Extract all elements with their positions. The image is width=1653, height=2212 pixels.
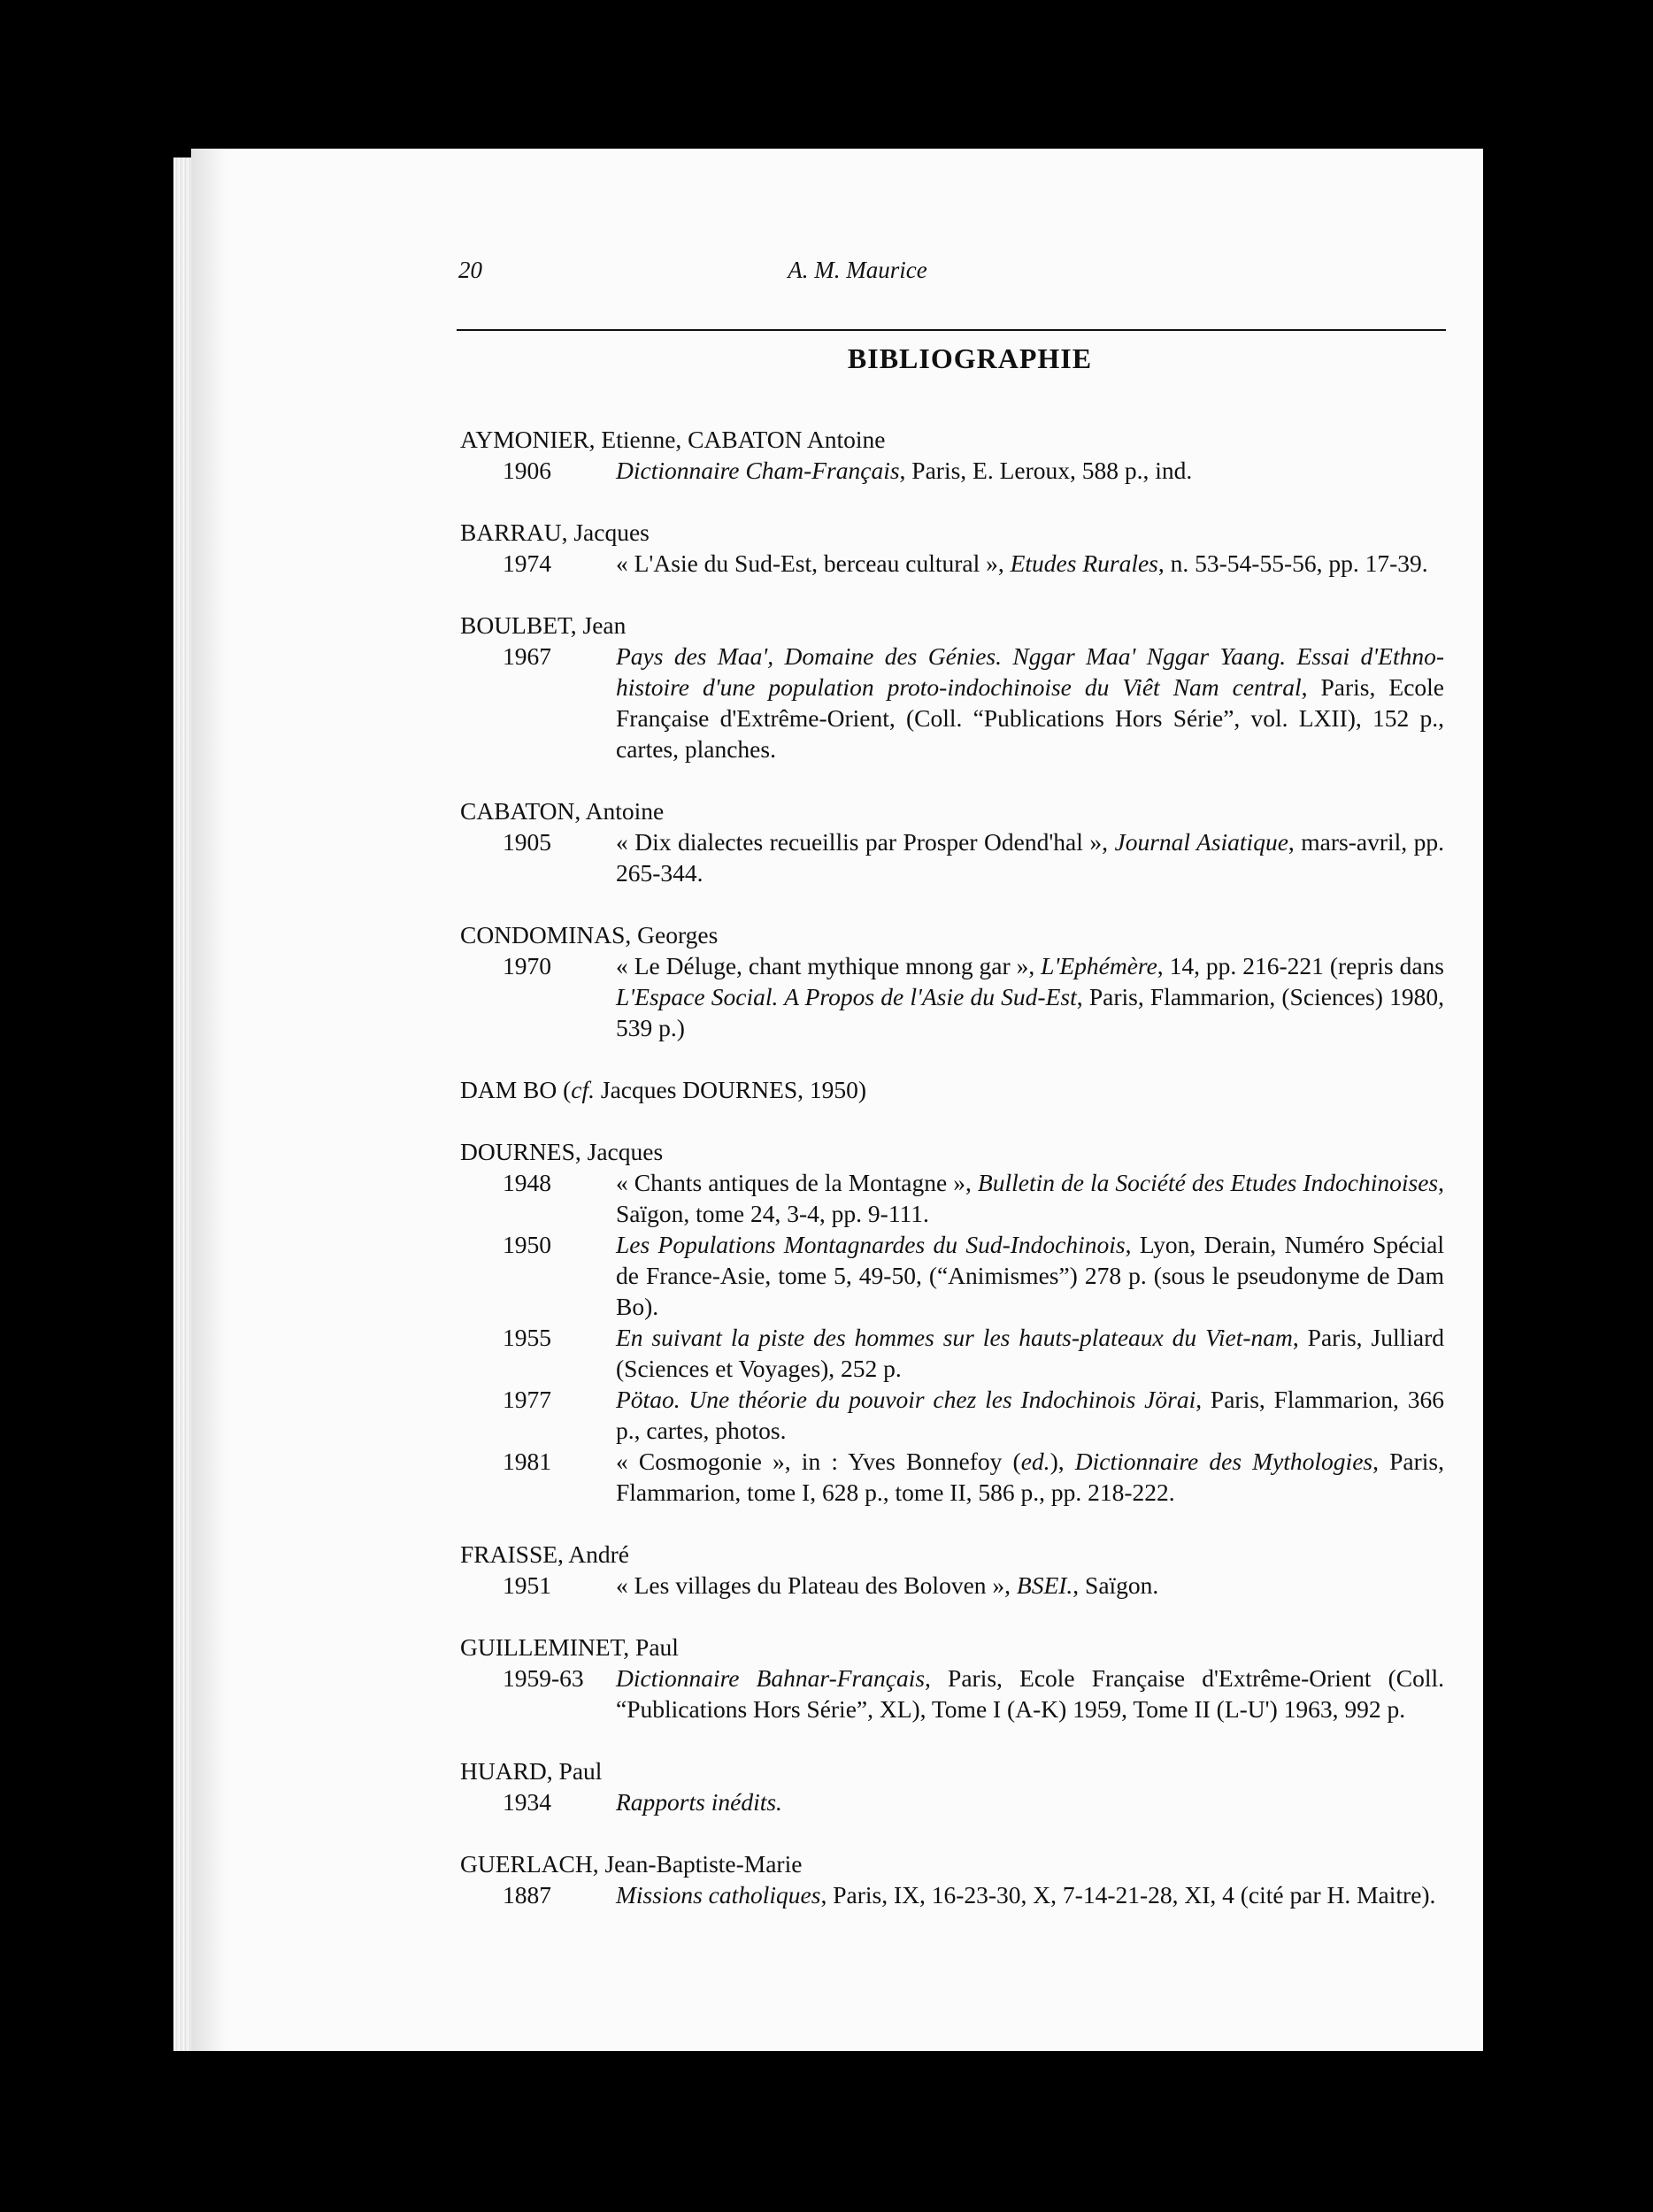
- ref-title: ed.: [1020, 1448, 1050, 1475]
- ref-title: L'Ephémère: [1041, 952, 1157, 979]
- bib-work: [460, 950, 1444, 1043]
- ref-text: DAM BO (: [460, 1076, 572, 1103]
- header-rule: [457, 329, 1446, 331]
- bib-reference: [616, 455, 1444, 486]
- ref-text: , Paris, Ecole Française d'Extrême-Orient (Coll. “Publications Hors Série”, XL), Tome I (A-K) 1959, Tome II (L-U') 1963, 992 p.: [616, 1664, 1445, 1723]
- ref-title: BSEI.: [1016, 1571, 1073, 1599]
- bib-author: GUERLACH, Jean-Baptiste-Marie: [460, 1850, 803, 1878]
- bib-year: 1906: [503, 457, 551, 484]
- bib-author: BARRAU, Jacques: [460, 518, 650, 546]
- ref-text: « Le Déluge, chant mythique mnong gar »,: [616, 952, 1042, 979]
- bib-entry: [460, 610, 1444, 764]
- bib-entry: [460, 1632, 1444, 1724]
- bib-reference: [616, 1322, 1444, 1384]
- ref-text: , Paris, E. Leroux, 588 p., ind.: [899, 457, 1193, 484]
- bib-reference: [616, 950, 1444, 1043]
- bib-reference: [616, 1446, 1444, 1508]
- section-title: BIBLIOGRAPHIE: [847, 342, 1093, 374]
- bib-year: 1970: [503, 952, 551, 979]
- bib-work: [460, 1322, 1444, 1384]
- bib-work: [460, 548, 1444, 579]
- ref-text: , Paris, Flammarion, (Sciences) 1980, 539 p.): [616, 983, 1444, 1041]
- bib-reference: [616, 548, 1444, 579]
- ref-text: , n. 53-54-55-56, pp. 17-39.: [1157, 549, 1428, 577]
- page-number: 20: [458, 257, 482, 283]
- bib-author: CONDOMINAS, Georges: [460, 921, 719, 949]
- ref-title: Rapports inédits.: [616, 1788, 782, 1816]
- bib-reference: [616, 1384, 1444, 1446]
- bib-work: [460, 1384, 1444, 1446]
- bib-entry: [460, 919, 1444, 1043]
- bib-author: BOULBET, Jean: [460, 611, 627, 639]
- ref-text: ),: [1049, 1448, 1075, 1475]
- ref-text: , Lyon, Derain, Numéro Spécial de France-Asie, tome 5, 49-50, (“Animismes”) 278 p. (sous le pseudonyme de Dam Bo).: [616, 1231, 1445, 1320]
- ref-title: Dictionnaire Bahnar-Français: [616, 1664, 926, 1692]
- bib-author: GUILLEMINET, Paul: [460, 1633, 679, 1661]
- bib-year: 1967: [503, 642, 551, 670]
- bib-year: 1934: [503, 1788, 551, 1816]
- bib-year: 1950: [503, 1231, 551, 1258]
- bib-author: [460, 1074, 1444, 1105]
- ref-text: « Chants antiques de la Montagne »,: [616, 1169, 978, 1196]
- page-header: [269, 257, 1446, 292]
- bib-author: HUARD, Paul: [460, 1757, 603, 1785]
- bib-entry: [460, 1755, 1444, 1817]
- bib-author: CABATON, Antoine: [460, 797, 665, 825]
- ref-text: Jacques DOURNES, 1950): [595, 1076, 867, 1103]
- ref-text: « Les villages du Plateau des Boloven »,: [616, 1571, 1017, 1599]
- ref-text: « Dix dialectes recueillis par Prosper Odend'hal »,: [616, 828, 1115, 856]
- bib-author: DOURNES, Jacques: [460, 1138, 664, 1165]
- bib-entry: [460, 795, 1444, 888]
- bib-year: 1974: [503, 549, 551, 577]
- ref-title: Journal Asiatique: [1114, 828, 1288, 856]
- bib-reference: [616, 826, 1444, 888]
- bib-reference: [616, 1786, 1444, 1817]
- bib-year: 1905: [503, 828, 551, 856]
- bib-entry: [460, 1848, 1444, 1910]
- bib-year: 1948: [503, 1169, 551, 1196]
- bib-entry: [460, 424, 1444, 486]
- ref-title: En suivant la piste des hommes sur les hauts-plateaux du Viet-nam: [616, 1324, 1293, 1351]
- ref-title: Les Populations Montagnardes du Sud-Indochinois: [616, 1231, 1126, 1258]
- bib-author: AYMONIER, Etienne, CABATON Antoine: [460, 426, 886, 453]
- bib-author: FRAISSE, André: [460, 1540, 629, 1568]
- bib-reference: [616, 1663, 1444, 1724]
- ref-text: , Saïgon.: [1073, 1571, 1159, 1599]
- bib-work: [460, 1167, 1444, 1229]
- ref-text: , 14, pp. 216-221 (repris dans: [1157, 952, 1444, 979]
- bib-reference: [616, 641, 1444, 764]
- bib-reference: [616, 1879, 1444, 1910]
- running-head: A. M. Maurice: [788, 257, 927, 283]
- bib-reference: [616, 1167, 1444, 1229]
- bib-year: 1955: [503, 1324, 551, 1351]
- bib-work: [460, 455, 1444, 486]
- ref-text: , mars-avril, pp. 265-344.: [616, 828, 1445, 887]
- bib-entry: [460, 1136, 1444, 1508]
- gutter-shadow: [191, 149, 227, 2051]
- bib-year: 1977: [503, 1386, 551, 1413]
- bib-reference: [616, 1229, 1444, 1322]
- ref-title: Missions catholiques: [616, 1881, 821, 1909]
- bib-year: 1959-63: [503, 1664, 584, 1692]
- ref-title: Dictionnaire Cham-Français: [616, 457, 900, 484]
- ref-text: , Paris, Flammarion, 366 p., cartes, photos.: [616, 1386, 1444, 1444]
- ref-text: , Paris, Flammarion, tome I, 628 p., tome II, 586 p., pp. 218-222.: [616, 1448, 1445, 1506]
- ref-title: Dictionnaire des Mythologies: [1074, 1448, 1373, 1475]
- bib-year: 1951: [503, 1571, 551, 1599]
- bib-work: [460, 826, 1444, 888]
- bibliography: [460, 343, 1444, 1941]
- bib-work: [460, 1786, 1444, 1817]
- ref-title: Etudes Rurales: [1010, 549, 1158, 577]
- ref-text: , Paris, Ecole Française d'Extrême-Orient, (Coll. “Publications Hors Série”, vol. LXII), 152 p., cartes, planches.: [616, 673, 1445, 763]
- ref-title: cf.: [571, 1076, 596, 1103]
- bib-entry: [460, 1074, 1444, 1105]
- bibliography-entries: [460, 424, 1444, 1910]
- bib-entry: [460, 517, 1444, 579]
- ref-text: , Saïgon, tome 24, 3-4, pp. 9-111.: [616, 1169, 1445, 1227]
- bib-work: [460, 1229, 1444, 1322]
- ref-title: Pays des Maa', Domaine des Génies. Nggar Maa' Nggar Yaang. Essai d'Ethno-histoire d'une population proto-indochinoise du Viêt Nam central: [616, 642, 1444, 701]
- ref-title: Bulletin de la Société des Etudes Indochinoises: [977, 1169, 1439, 1196]
- bib-work: [460, 641, 1444, 764]
- bib-work: [460, 1570, 1444, 1601]
- ref-title: L'Espace Social. A Propos de l'Asie du Sud-Est: [616, 983, 1077, 1010]
- bib-work: [460, 1663, 1444, 1724]
- bib-entry: [460, 1539, 1444, 1601]
- bib-work: [460, 1879, 1444, 1910]
- ref-text: « Cosmogonie », in : Yves Bonnefoy (: [616, 1448, 1021, 1475]
- ref-title: Pötao. Une théorie du pouvoir chez les Indochinois Jörai: [616, 1386, 1196, 1413]
- bib-reference: [616, 1570, 1444, 1601]
- ref-text: , Paris, Julliard (Sciences et Voyages), 252 p.: [616, 1324, 1444, 1382]
- ref-text: « L'Asie du Sud-Est, berceau cultural »,: [616, 549, 1011, 577]
- ref-text: , Paris, IX, 16-23-30, X, 7-14-21-28, XI, 4 (cité par H. Maitre).: [820, 1881, 1436, 1909]
- bib-work: [460, 1446, 1444, 1508]
- bib-year: 1887: [503, 1881, 551, 1909]
- bib-year: 1981: [503, 1448, 551, 1475]
